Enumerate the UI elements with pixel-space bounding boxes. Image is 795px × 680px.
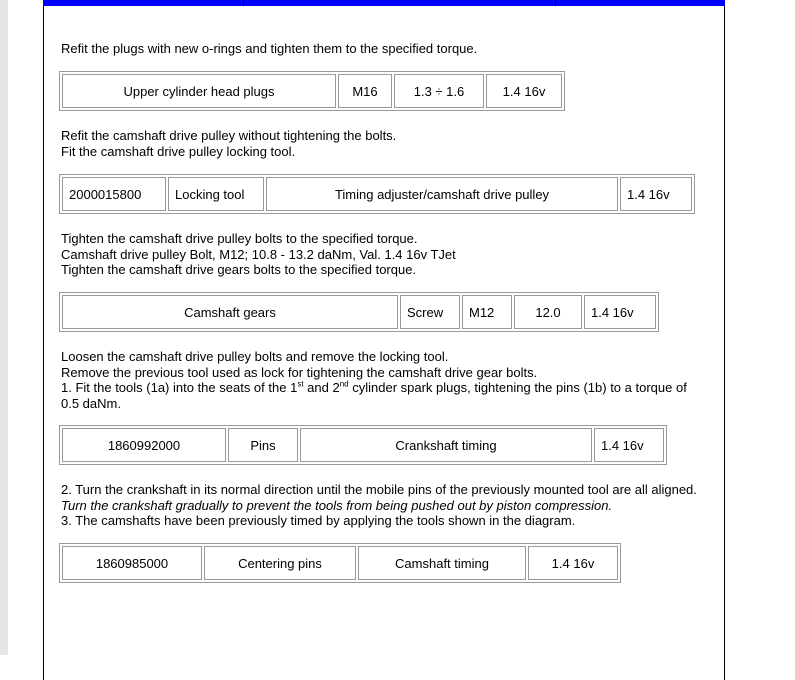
- cell-torque: 12.0: [514, 295, 582, 329]
- cell-engine: 1.4 16v: [486, 74, 562, 108]
- instruction-fit-tools: [61, 349, 687, 411]
- instruction-refit-plugs: Refit the plugs with new o-rings and tighten them to the specified torque.: [61, 41, 478, 56]
- cell-torque: 1.3 ÷ 1.6: [394, 74, 484, 108]
- text-line: Tighten the camshaft drive gears bolts to the specified torque.: [61, 262, 417, 277]
- cell-fastener: Screw: [400, 295, 460, 329]
- table-row: [62, 295, 656, 329]
- top-color-bar: [43, 0, 725, 6]
- cell-thread: M16: [338, 74, 392, 108]
- spec-table-locking-tool: [59, 174, 695, 214]
- instruction-tighten-pulley: [61, 231, 456, 278]
- cell-tool-code: 2000015800: [62, 177, 166, 211]
- cell-engine: 1.4 16v: [584, 295, 656, 329]
- cell-tool-use: Camshaft timing: [358, 546, 526, 580]
- table-row: [62, 74, 562, 108]
- spec-table-plugs: [59, 71, 565, 111]
- table-row: [62, 546, 618, 580]
- cell-tool-name: Locking tool: [168, 177, 264, 211]
- text-line: Remove the previous tool used as lock for tightening the camshaft drive gear bolts.: [61, 364, 538, 380]
- cell-engine: 1.4 16v: [528, 546, 618, 580]
- cell-component: Upper cylinder head plugs: [62, 74, 336, 108]
- text-line: 3. The camshafts have been previously timed by applying the tools shown in the diagram.: [61, 513, 576, 528]
- left-gutter: [0, 0, 8, 655]
- text-line: Refit the camshaft drive pulley without tightening the bolts.: [61, 128, 397, 143]
- cell-engine: 1.4 16v: [594, 428, 664, 462]
- cell-thread: M12: [462, 295, 512, 329]
- text-line: 0.5 daNm.: [61, 395, 121, 411]
- table-row: [62, 428, 664, 462]
- spec-table-centering-pins: [59, 543, 621, 583]
- cell-tool-use: Timing adjuster/camshaft drive pulley: [266, 177, 618, 211]
- instruction-refit-pulley: [61, 128, 396, 159]
- text-line: Camshaft drive pulley Bolt, M12; 10.8 - 13.2 daNm, Val. 1.4 16v TJet: [61, 246, 456, 262]
- text-line: 2. Turn the crankshaft in its normal direction until the mobile pins of the previously mounted tool are all aligned.: [61, 482, 697, 497]
- text-line-italic: Turn the crankshaft gradually to prevent the tools from being pushed out by piston compression.: [61, 497, 613, 513]
- text-line: Loosen the camshaft drive pulley bolts and remove the locking tool.: [61, 349, 449, 364]
- spec-table-pins: [59, 425, 667, 465]
- text-line: Fit the camshaft drive pulley locking tool.: [61, 143, 296, 159]
- cell-engine: 1.4 16v: [620, 177, 692, 211]
- instruction-turn-crankshaft: [61, 482, 697, 529]
- cell-tool-code: 1860992000: [62, 428, 226, 462]
- cell-tool-use: Crankshaft timing: [300, 428, 592, 462]
- table-row: [62, 177, 692, 211]
- spec-table-camshaft-gears: [59, 292, 659, 332]
- cell-tool-name: Pins: [228, 428, 298, 462]
- cell-tool-code: 1860985000: [62, 546, 202, 580]
- text-line: Tighten the camshaft drive pulley bolts to the specified torque.: [61, 231, 418, 246]
- text-line: 1. Fit the tools (1a) into the seats of the 1st and 2nd cylinder spark plugs, tightening the pins (1b) to a torque of: [61, 379, 687, 395]
- cell-tool-name: Centering pins: [204, 546, 356, 580]
- cell-component: Camshaft gears: [62, 295, 398, 329]
